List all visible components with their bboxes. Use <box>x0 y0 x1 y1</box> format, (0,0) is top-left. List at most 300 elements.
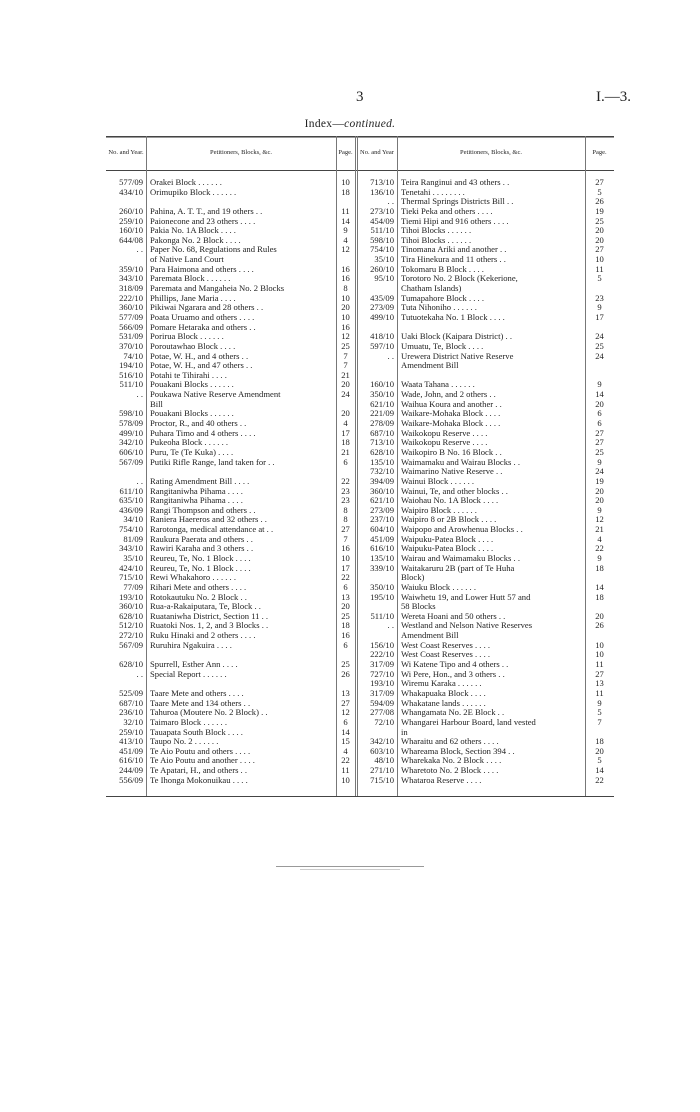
entry-number: 339/10 <box>370 562 394 573</box>
entry-page: 10 <box>341 774 350 785</box>
entry-name: Waipuku-Patea Block . . . . <box>401 534 494 544</box>
entry-name: Tokomaru B Block . . . . <box>401 264 484 274</box>
index-entry <box>106 255 355 265</box>
entry-name: Rating Amendment Bill . . . . <box>150 476 250 486</box>
index-entry <box>106 612 355 622</box>
index-entry <box>357 544 614 554</box>
entry-name: Rotokautuku No. 2 Block . . <box>150 592 247 602</box>
entry-page: 14 <box>341 215 350 226</box>
entry-name: Raniera Haereros and 32 others . . <box>150 515 267 525</box>
center-divider <box>355 136 356 796</box>
entry-number: . . <box>387 196 394 207</box>
entry-name: Wereta Hoani and 50 others . . <box>401 611 506 621</box>
index-entry <box>357 776 614 786</box>
entry-page: 27 <box>595 437 604 448</box>
entry-name: Tihoi Blocks . . . . . . <box>401 226 472 236</box>
entry-page: 18 <box>341 437 350 448</box>
entry-number: 754/10 <box>370 244 394 255</box>
entry-number: 616/10 <box>370 543 394 554</box>
entry-name: Waitakaruru 2B (part of Te Huha <box>401 563 515 573</box>
entry-name: Poroutawhao Block . . . . <box>150 341 236 351</box>
entry-name: Te Ihonga Mokonuikau . . . . <box>150 775 248 785</box>
entry-name: Spurrell, Esther Ann . . . . <box>150 660 238 670</box>
entry-page: 20 <box>595 610 604 621</box>
entry-name: Uaki Block (Kaipara District) . . <box>401 332 512 342</box>
entry-name <box>397 371 585 381</box>
entry-name: West Coast Reserves . . . . <box>401 650 491 660</box>
entry-name: Paper No. 68, Regulations and Rules <box>150 245 277 255</box>
index-entry <box>106 429 355 439</box>
entry-number: 628/10 <box>119 610 143 621</box>
entry-number: 81/09 <box>123 533 143 544</box>
entry-name: Rarotonga, medical attendance at . . <box>150 525 274 535</box>
entry-page: 13 <box>341 687 350 698</box>
index-entry <box>357 303 614 313</box>
entry-name: Pouakani Blocks . . . . . . <box>150 409 234 419</box>
index-entry <box>357 438 614 448</box>
index-entry <box>106 477 355 487</box>
entry-page: 10 <box>341 311 350 322</box>
entry-number: 236/10 <box>119 707 143 718</box>
index-entry <box>357 458 614 468</box>
index-entry <box>106 400 355 410</box>
index-entry <box>357 708 614 718</box>
entry-name: Rewi Whakahoro . . . . . . <box>150 573 237 583</box>
entry-name: Waipuku-Patea Block . . . . <box>401 544 494 554</box>
entry-name: Block) <box>401 573 425 583</box>
index-entry <box>357 467 614 477</box>
index-title <box>0 118 700 130</box>
entry-number: 628/10 <box>370 446 394 457</box>
entry-page: 20 <box>341 379 350 390</box>
index-entry <box>106 284 355 294</box>
entry-number: 715/10 <box>370 774 394 785</box>
index-entry <box>106 458 355 468</box>
entry-name: West Coast Reserves . . . . <box>401 640 491 650</box>
entry-number: 135/10 <box>370 552 394 563</box>
entry-name: Pukeoha Block . . . . . . <box>150 438 229 448</box>
entry-name: Tutuotekaha No. 1 Block . . . . <box>401 312 505 322</box>
entry-number: 715/10 <box>119 572 143 583</box>
index-entry <box>357 400 614 410</box>
entry-number: 221/09 <box>370 408 394 419</box>
entry-name: Waata Tahana . . . . . . <box>401 380 475 390</box>
index-entry <box>106 670 355 680</box>
entry-number: 511/10 <box>370 610 394 621</box>
entry-name: Pakonga No. 2 Block . . . . <box>150 235 241 245</box>
entry-page: 27 <box>595 668 604 679</box>
index-entry <box>106 650 355 660</box>
entry-page: 17 <box>341 427 350 438</box>
entry-name: Waikare-Mohaka Block . . . . <box>401 409 501 419</box>
entry-page: 25 <box>595 215 604 226</box>
entry-number: 273/10 <box>370 205 394 216</box>
entry-name: Tuta Nihoniho . . . . . . <box>401 303 477 313</box>
index-entry <box>106 380 355 390</box>
entry-name: Te Apatari, H., and others . . <box>150 766 248 776</box>
entry-page: 14 <box>595 581 604 592</box>
entry-page: 22 <box>341 475 350 486</box>
entry-page: 18 <box>595 736 604 747</box>
entry-page: 12 <box>341 707 350 718</box>
index-entry <box>106 573 355 583</box>
entry-page: 22 <box>595 774 604 785</box>
entry-page: 8 <box>343 283 348 294</box>
index-entry <box>357 342 614 352</box>
entry-number: 603/10 <box>370 745 394 756</box>
index-entry <box>106 217 355 227</box>
entry-page: 24 <box>595 350 604 361</box>
entry-page: 22 <box>341 572 350 583</box>
entry-number: 732/10 <box>370 466 394 477</box>
entry-name: Pahina, A. T. T., and 19 others . . <box>150 206 263 216</box>
index-entry <box>106 718 355 728</box>
entry-number: . . <box>387 350 394 361</box>
entry-number: 48/10 <box>374 755 394 766</box>
entry-number: 566/09 <box>119 321 143 332</box>
entry-page: 21 <box>595 524 604 535</box>
entry-name: Wharekaka No. 2 Block . . . . <box>401 756 502 766</box>
index-entry <box>106 737 355 747</box>
entry-name: Waiuku Block . . . . . . <box>401 582 476 592</box>
entry-page: 18 <box>595 562 604 573</box>
index-entry <box>357 515 614 525</box>
entry-number: 35/10 <box>123 552 143 563</box>
entry-page: 6 <box>343 456 348 467</box>
entry-page: 18 <box>341 620 350 631</box>
entry-name: Potahi te Tihirahi . . . . <box>150 370 227 380</box>
index-entry <box>106 438 355 448</box>
entry-page: 16 <box>341 263 350 274</box>
index-entry <box>106 226 355 236</box>
entry-name: Tenetahi . . . . . . . . <box>401 187 465 197</box>
entry-name: Waiwhetu 19, and Lower Hutt 57 and <box>401 592 531 602</box>
entry-name: Ruatoki Nos. 1, 2, and 3 Blocks . . <box>150 621 269 631</box>
entry-page: 5 <box>597 186 602 197</box>
entry-page: 20 <box>595 495 604 506</box>
entry-number: 511/10 <box>370 225 394 236</box>
entry-name: Wi Katene Tipo and 4 others . . <box>401 660 509 670</box>
entry-name <box>397 323 585 333</box>
index-entry <box>106 535 355 545</box>
index-entry <box>106 515 355 525</box>
entry-name: Waikokopu Reserve . . . . <box>401 428 488 438</box>
entry-page: 20 <box>341 408 350 419</box>
index-entry <box>357 641 614 651</box>
entry-page: 26 <box>595 620 604 631</box>
entry-number: 434/10 <box>119 186 143 197</box>
entry-number: 577/09 <box>119 311 143 322</box>
header-no-year-right: No. and Year <box>360 149 394 157</box>
index-entry <box>357 294 614 304</box>
ornamental-rule-2 <box>300 869 400 870</box>
entry-page: 20 <box>595 398 604 409</box>
entry-page: 9 <box>343 225 348 236</box>
index-entry <box>357 525 614 535</box>
entry-name: Poukawa Native Reserve Amendment <box>150 390 281 400</box>
entry-page: 10 <box>595 639 604 650</box>
index-entry <box>106 245 355 255</box>
entry-number: 193/10 <box>370 678 394 689</box>
index-entry <box>357 361 614 371</box>
entry-number: 193/10 <box>119 591 143 602</box>
index-entry <box>357 323 614 333</box>
entry-page: 10 <box>341 177 350 187</box>
left-column <box>106 178 355 785</box>
index-entry <box>106 390 355 400</box>
entry-name: Whangarei Harbour Board, land vested <box>401 717 536 727</box>
entry-name <box>146 197 336 207</box>
index-entry <box>357 352 614 362</box>
header-petitioners: Petitioners, Blocks, &c. <box>210 149 272 157</box>
entry-page: 25 <box>595 446 604 457</box>
entry-number: 259/10 <box>119 215 143 226</box>
entry-name: Orakei Block . . . . . . <box>150 178 222 187</box>
index-entry <box>357 419 614 429</box>
index-entry <box>357 429 614 439</box>
entry-page: 23 <box>341 485 350 496</box>
index-entry <box>106 294 355 304</box>
entry-page: 11 <box>595 659 604 670</box>
entry-number: 611/10 <box>119 485 143 496</box>
entry-number: 606/10 <box>119 446 143 457</box>
index-entry <box>106 593 355 603</box>
index-entry <box>106 583 355 593</box>
entry-name: Thermal Springs Districts Bill . . <box>401 197 514 207</box>
entry-number: 317/09 <box>370 687 394 698</box>
entry-name: Wainui, Te, and other blocks . . <box>401 486 508 496</box>
entry-number: 222/10 <box>119 292 143 303</box>
entry-page: 27 <box>341 524 350 535</box>
index-entry <box>106 303 355 313</box>
entry-name: Amendment Bill <box>401 631 459 641</box>
header-rule <box>106 170 614 171</box>
index-entry <box>106 544 355 554</box>
entry-page: 4 <box>597 533 602 544</box>
entry-number: 525/09 <box>119 687 143 698</box>
entry-number: 259/10 <box>119 726 143 737</box>
entry-name: Special Report . . . . . . <box>150 669 227 679</box>
entry-page: 20 <box>341 601 350 612</box>
index-entry <box>106 621 355 631</box>
index-entry <box>106 274 355 284</box>
header-petitioners-right: Petitioners, Blocks, &c. <box>460 149 522 157</box>
entry-number: 72/10 <box>374 716 394 727</box>
index-entry <box>357 487 614 497</box>
index-entry <box>106 525 355 535</box>
entry-number: 318/09 <box>119 283 143 294</box>
index-entry <box>357 197 614 207</box>
entry-name: Wharetoto No. 2 Block . . . . <box>401 766 499 776</box>
entry-page: 9 <box>597 302 602 313</box>
entry-name: Ruataniwha District, Section 11 . . <box>150 611 269 621</box>
entry-name: Rangi Thompson and others . . <box>150 505 256 515</box>
index-entry <box>106 409 355 419</box>
right-column <box>357 178 614 785</box>
page-number: 3 <box>356 89 364 105</box>
entry-page: 6 <box>597 418 602 429</box>
entry-number: 512/10 <box>119 620 143 631</box>
index-entry <box>106 265 355 275</box>
entry-page: 17 <box>341 562 350 573</box>
entry-name: Phillips, Jane Maria . . . . <box>150 293 236 303</box>
entry-number: 278/09 <box>370 418 394 429</box>
index-entry <box>106 776 355 786</box>
index-entry <box>357 583 614 593</box>
entry-page: 22 <box>595 543 604 554</box>
index-entry <box>106 342 355 352</box>
entry-number <box>357 361 397 371</box>
index-entry <box>357 371 614 381</box>
entry-name: Proctor, R., and 40 others . . <box>150 419 247 429</box>
index-entry <box>357 631 614 641</box>
index-entry <box>106 197 355 207</box>
index-entry <box>357 245 614 255</box>
entry-page: 9 <box>597 456 602 467</box>
entry-name: 58 Blocks <box>401 602 436 612</box>
entry-number: 499/10 <box>119 427 143 438</box>
entry-name: Orimupiko Block . . . . . . <box>150 187 237 197</box>
entry-number: 350/10 <box>370 389 394 400</box>
entry-number: 350/10 <box>370 581 394 592</box>
entry-name <box>146 467 336 477</box>
entry-page: 6 <box>343 639 348 650</box>
index-entry <box>357 747 614 757</box>
index-entry <box>357 332 614 342</box>
entry-name: Taare Mete and 134 others . . <box>150 698 251 708</box>
entry-name: Ruruhira Ngakuira . . . . <box>150 640 232 650</box>
entry-number: 360/10 <box>119 302 143 313</box>
entry-number: 516/10 <box>119 369 143 380</box>
index-entry <box>357 535 614 545</box>
entry-number: 156/10 <box>370 639 394 650</box>
entry-name: Te Aio Poutu and others . . . . <box>150 746 251 756</box>
entry-page: 11 <box>595 687 604 698</box>
entry-page: 11 <box>595 263 604 274</box>
entry-page: 16 <box>341 321 350 332</box>
index-entry <box>106 602 355 612</box>
entry-page: 4 <box>343 418 348 429</box>
entry-page: 12 <box>595 514 604 525</box>
entry-number: 436/09 <box>119 504 143 515</box>
index-entry <box>106 679 355 689</box>
entry-page: 6 <box>597 408 602 419</box>
entry-number: 222/10 <box>370 649 394 660</box>
entry-number: 135/10 <box>370 456 394 467</box>
index-entry <box>357 380 614 390</box>
entry-page: 16 <box>341 273 350 284</box>
entry-name: Paionecone and 23 others . . . . <box>150 216 256 226</box>
entry-number: 343/10 <box>119 273 143 284</box>
entry-name: Para Haimona and others . . . . <box>150 264 254 274</box>
entry-page: 26 <box>341 668 350 679</box>
entry-number: 194/10 <box>119 360 143 371</box>
entry-number: 621/10 <box>370 398 394 409</box>
entry-number: 454/09 <box>370 215 394 226</box>
index-entry <box>357 207 614 217</box>
entry-page: 26 <box>595 196 604 207</box>
entry-number: . . <box>136 475 143 486</box>
index-entry <box>357 650 614 660</box>
entry-name: Raukura Paerata and others . . <box>150 534 253 544</box>
index-entry <box>106 361 355 371</box>
entry-number: 628/10 <box>119 659 143 670</box>
entry-name: Whakapuaka Block . . . . <box>401 688 486 698</box>
entry-name: Westland and Nelson Native Reserves <box>401 621 533 631</box>
entry-name: Rangitaniwha Pihama . . . . <box>150 486 243 496</box>
entry-name: Potae, W. H., and 47 others . . <box>150 361 253 371</box>
index-entry <box>106 699 355 709</box>
entry-page: 25 <box>341 659 350 670</box>
header-no-year: No. and Year. <box>108 149 144 157</box>
entry-number: 616/10 <box>119 755 143 766</box>
entry-name: Putiki Rifle Range, land taken for . . <box>150 457 275 467</box>
entry-name: Tira Hinekura and 11 others . . <box>401 255 506 265</box>
entry-name: Wairau and Waimamaku Blocks . . <box>401 553 520 563</box>
index-entry <box>106 313 355 323</box>
entry-page: 14 <box>595 389 604 400</box>
entry-page: 4 <box>343 745 348 756</box>
entry-name: Waipiro Block . . . . . . <box>401 505 477 515</box>
entry-number: 727/10 <box>370 668 394 679</box>
entry-number: 273/09 <box>370 504 394 515</box>
entry-number: 604/10 <box>370 524 394 535</box>
entry-number: 95/10 <box>374 273 394 284</box>
entry-name: Pakia No. 1A Block . . . . <box>150 226 236 236</box>
index-entry <box>357 679 614 689</box>
entry-page: 10 <box>595 254 604 265</box>
entry-number: 567/09 <box>119 456 143 467</box>
entry-name: Waimarino Native Reserve . . <box>401 467 503 477</box>
index-entry <box>106 641 355 651</box>
entry-page: 25 <box>341 610 350 621</box>
entry-page: 23 <box>341 495 350 506</box>
entry-number: 621/10 <box>370 495 394 506</box>
entry-page: 9 <box>597 552 602 563</box>
entry-page: 12 <box>341 331 350 342</box>
entry-name: Taimaro Block . . . . . . <box>150 717 227 727</box>
entry-number: 635/10 <box>119 495 143 506</box>
entry-page <box>585 361 614 371</box>
index-entry <box>106 487 355 497</box>
index-entry <box>357 756 614 766</box>
index-table <box>106 136 614 808</box>
index-entry <box>357 313 614 323</box>
entry-page: 12 <box>341 244 350 255</box>
entry-page: 17 <box>595 311 604 322</box>
entry-page: 14 <box>595 765 604 776</box>
entry-page: 18 <box>595 591 604 602</box>
index-entry <box>357 506 614 516</box>
index-entry <box>357 217 614 227</box>
entry-name: Potae, W. H., and 4 others . . <box>150 351 249 361</box>
index-entry <box>106 178 355 188</box>
index-entry <box>106 352 355 362</box>
entry-name: Tumapahore Block . . . . <box>401 293 484 303</box>
entry-number: 687/10 <box>119 697 143 708</box>
entry-page: 7 <box>343 350 348 361</box>
entry-name: Tihoi Blocks . . . . . . <box>401 235 472 245</box>
index-entry <box>357 554 614 564</box>
entry-name: Pomare Hetaraka and others . . <box>150 322 256 332</box>
entry-page: 7 <box>597 716 602 727</box>
index-entry <box>357 284 614 294</box>
entry-page: 5 <box>597 707 602 718</box>
index-entry <box>106 660 355 670</box>
entry-name: Whakatane lands . . . . . . <box>401 698 486 708</box>
entry-name: Puhara Timo and 4 others . . . . <box>150 428 256 438</box>
index-entry <box>357 448 614 458</box>
